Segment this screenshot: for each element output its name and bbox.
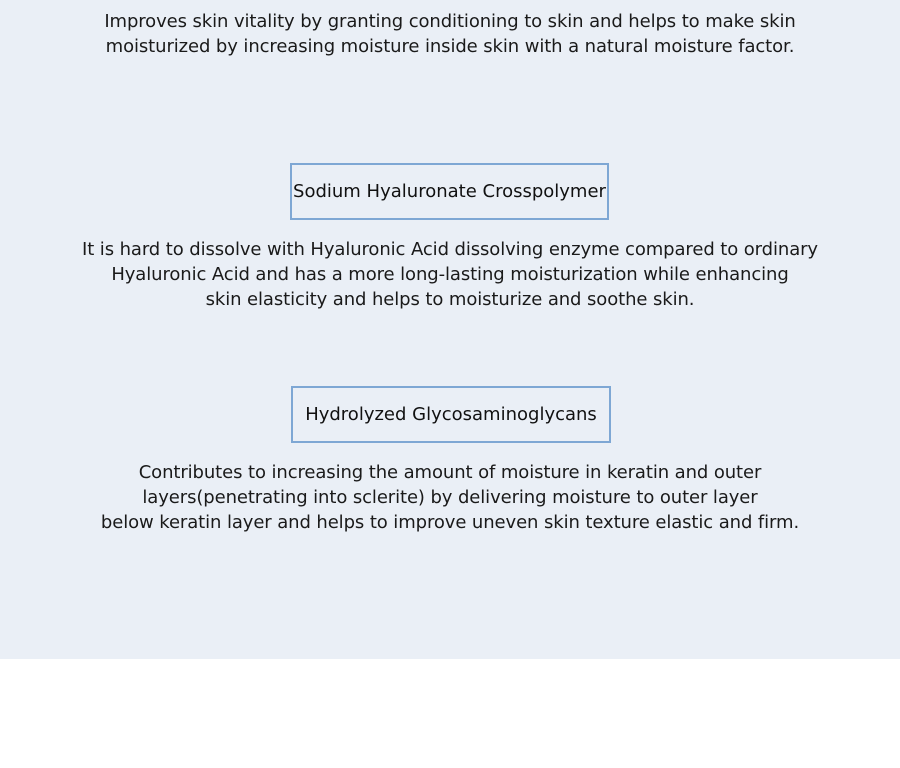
page-bottom-blank xyxy=(0,659,900,768)
description-line: skin elasticity and helps to moisturize and soothe skin. xyxy=(205,289,695,310)
ingredient-description-3 xyxy=(0,460,900,535)
ingredient-title: Hydrolyzed Glycosaminoglycans xyxy=(305,404,597,425)
description-line: below keratin layer and helps to improve uneven skin texture elastic and firm. xyxy=(100,512,800,533)
description-line: It is hard to dissolve with Hyaluronic Acid dissolving enzyme compared to ordinary xyxy=(82,239,818,260)
description-line: Improves skin vitality by granting conditioning to skin and helps to make skin xyxy=(104,11,796,32)
ingredient-description-2 xyxy=(0,237,900,312)
description-line: Hyaluronic Acid and has a more long-lasting moisturization while enhancing xyxy=(111,264,789,285)
description-line: moisturized by increasing moisture inside skin with a natural moisture factor. xyxy=(105,36,795,57)
description-line: Contributes to increasing the amount of moisture in keratin and outer xyxy=(138,462,762,483)
ingredient-title-box-2 xyxy=(290,163,609,220)
description-line: layers(penetrating into sclerite) by delivering moisture to outer layer xyxy=(142,487,758,508)
ingredient-title: Sodium Hyaluronate Crosspolymer xyxy=(293,181,606,202)
ingredient-description-1 xyxy=(0,9,900,59)
ingredient-title-box-3 xyxy=(291,386,611,443)
